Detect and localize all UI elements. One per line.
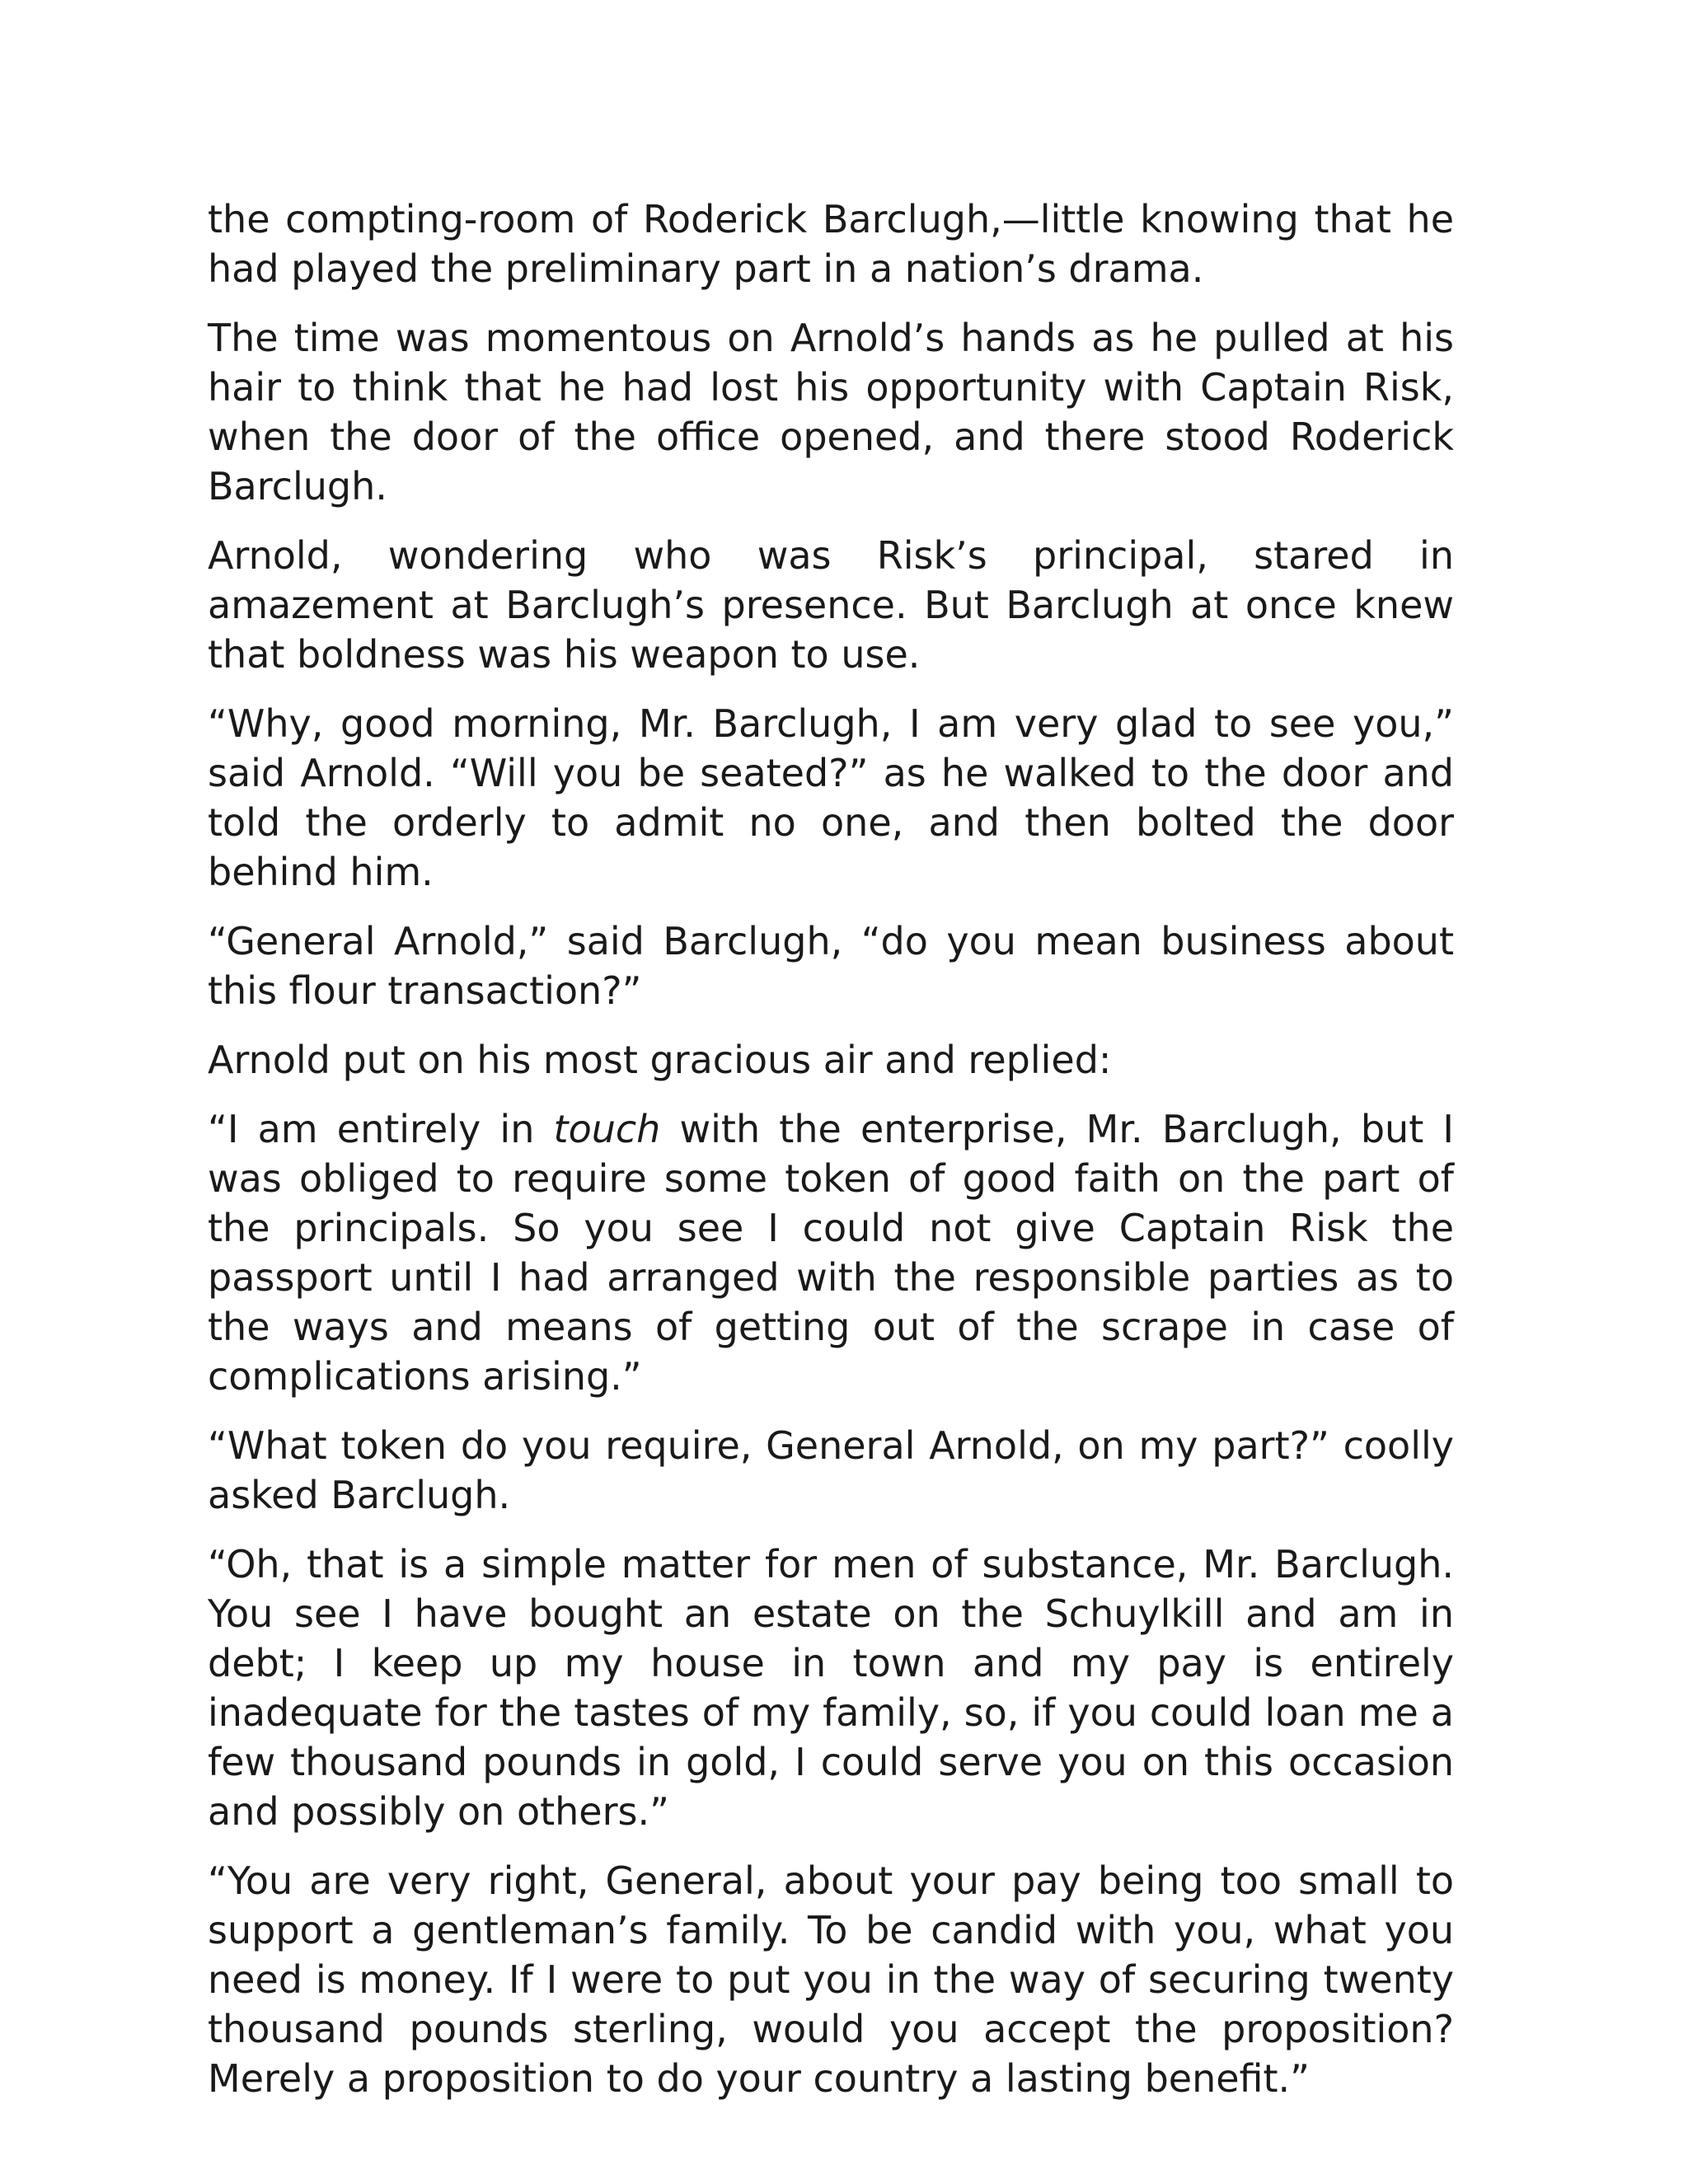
paragraph-6: Arnold put on his most gracious air and replied: xyxy=(208,1038,1112,1082)
paragraph-7-before: “I am entirely in xyxy=(208,1107,554,1151)
emphasis-touch: touch xyxy=(553,1107,661,1151)
paragraph-2: The time was momentous on Arnold’s hands as he pulled at his hair to think that he had lost his opportunity with Captain Risk, when the door of the office opened, and there stood Roderick Barclugh. xyxy=(208,316,1454,509)
paragraph-10: “You are very right, General, about your pay being too small to support a gentleman’s family. To be candid with you, what you need is money. If I were to put you in the way of securing twenty thousand pounds sterling, would you accept the proposition? Merely a proposition to do your country a lasting benefit.” xyxy=(208,1858,1454,2101)
paragraph-5: “General Arnold,” said Barclugh, “do you mean business about this flour transaction?” xyxy=(208,919,1454,1013)
paragraph-8: “What token do you require, General Arnold, on my part?” coolly asked Barclugh. xyxy=(208,1423,1454,1517)
paragraph-9: “Oh, that is a simple matter for men of substance, Mr. Barclugh. You see I have bought an estate on the Schuylkill and am in debt; I keep up my house in town and my pay is entirely inadequate for the tastes of my family, so, if you could loan me a few thousand pounds in gold, I could serve you on this occasion and possibly on others.” xyxy=(208,1542,1454,1834)
paragraph-3: Arnold, wondering who was Risk’s principal, stared in amazement at Barclugh’s presence. But Barclugh at once knew that boldness was his weapon to use. xyxy=(208,533,1454,677)
paragraph-7 xyxy=(208,1104,1454,1401)
page-body xyxy=(208,194,1454,2123)
paragraph-7-after: with the enterprise, Mr. Barclugh, but I was obliged to require some token of good faith on the part of the principals. So you see I could not give Captain Risk the passport until I had arranged with the responsible parties as to the ways and means of getting out of the scrape in case of complications arising.” xyxy=(208,1107,1454,1399)
paragraph-1: the compting-room of Roderick Barclugh,—little knowing that he had played the preliminary part in a nation’s drama. xyxy=(208,197,1454,291)
paragraph-4: “Why, good morning, Mr. Barclugh, I am very glad to see you,” said Arnold. “Will you be seated?” as he walked to the door and told the orderly to admit no one, and then bolted the door behind him. xyxy=(208,701,1454,894)
